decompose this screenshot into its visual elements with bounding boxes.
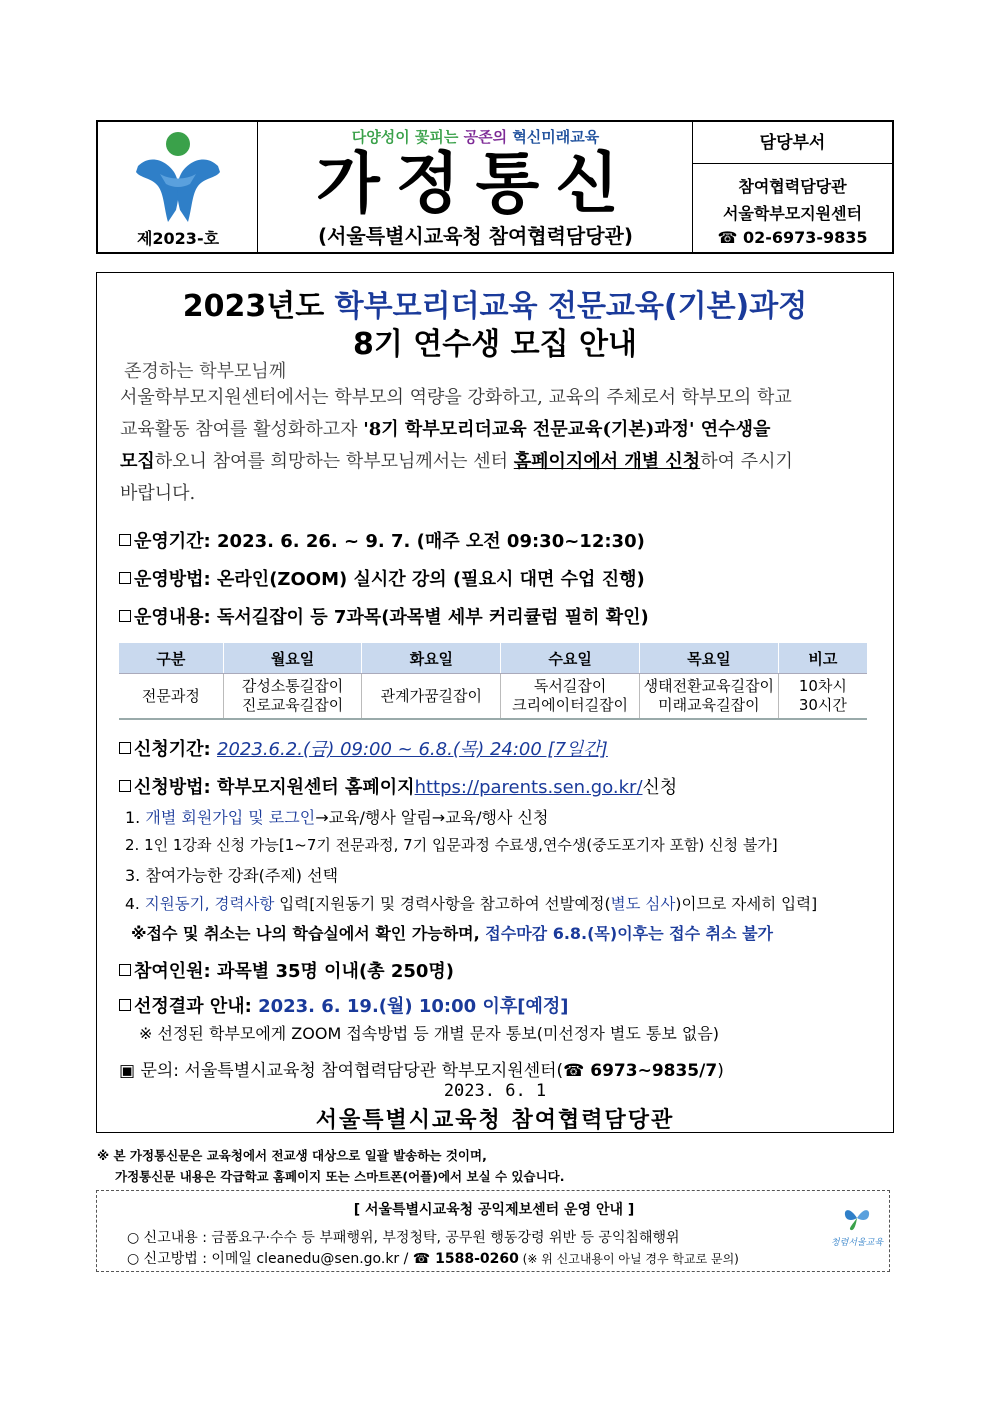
table-header: 수요일 [501, 643, 640, 674]
table-cell: 감성소통길잡이 진로교육길잡이 [223, 674, 362, 720]
page-subtitle: (서울특별시교육청 참여협력담당관) [317, 224, 634, 248]
selection-note: ※ 선정된 학부모에게 ZOOM 접속방법 등 개별 문자 통보(미선정자 별도 통보 없음) [139, 1024, 720, 1043]
notice-box [96, 272, 894, 1133]
whistleblower-box [96, 1190, 890, 1272]
department-phone: ☎ 02-6973-9835 [717, 228, 868, 247]
table-header: 구분 [119, 643, 223, 674]
checkbox-icon [119, 610, 131, 622]
body-line-4: 바랍니다. [120, 483, 196, 504]
page-title: 가정통신 [315, 145, 636, 222]
checkbox-icon [119, 534, 131, 546]
report-content: ○ 신고내용 : 금품요구·수수 등 부패행위, 부정청탁, 공무원 행동강령 위반 등 공익침해행위 [127, 1230, 680, 1246]
body-line-3: 모집하오니 참여를 희망하는 학부모님께서는 센터 홈페이지에서 개별 신청하여 주시기 [120, 451, 793, 472]
table-header: 비고 [778, 643, 867, 674]
center-name: 서울학부모지원센터 [722, 204, 863, 223]
checkbox-icon [119, 964, 131, 976]
table-cell: 10차시 30시간 [778, 674, 867, 720]
newsletter-header [96, 120, 894, 254]
report-method: ○ 신고방법 : 이메일 cleanedu@sen.go.kr / ☎ 1588-0260 (※ 위 신고내용이 아닐 경우 학교로 문의) [127, 1251, 739, 1267]
issue-number: 제2023-호 [136, 229, 220, 248]
issuer: 서울특별시교육청 참여협력담당관 [315, 1107, 675, 1133]
table-header: 화요일 [362, 643, 501, 674]
footer-note: ※ 본 가정통신문은 교육청에서 전교생 대상으로 일괄 발송하는 것이며, 가정통신문 내용은 각급학교 홈페이지 또는 스마트폰(어플)에서 보실 수 있습니다. [97, 1148, 565, 1184]
cancellation-note: ※접수 및 취소는 나의 학습실에서 확인 가능하며, 접수마감 6.8.(목)이후는 접수 취소 불가 [131, 924, 774, 943]
department-heading: 담당부서 [693, 122, 892, 164]
application-period: 신청기간: 2023.6.2.(금) 09:00 ~ 6.8.(목) 24:00 [7일간] [119, 735, 608, 761]
issue-date: 2023. 6. 1 [443, 1081, 547, 1101]
table-header: 목요일 [639, 643, 778, 674]
notice-title-line2: 8기 연수생 모집 안내 [352, 327, 638, 362]
operation-period: 운영기간: 2023. 6. 26. ~ 9. 7. (매주 오전 09:30~12:30) [119, 527, 645, 553]
inquiry: ▣ 문의: 서울특별시교육청 참여협력담당관 학부모지원센터(☎ 6973~9835/7) [119, 1061, 724, 1081]
seoul-education-logo-icon [130, 128, 226, 224]
operation-method: 운영방법: 온라인(ZOOM) 실시간 강의 (필요시 대면 수업 진행) [119, 565, 645, 591]
report-title: [ 서울특별시교육청 공익제보센터 운영 안내 ] [353, 1202, 635, 1218]
notice-title-line1: 2023년도 학부모리더교육 전문교육(기본)과정 [182, 289, 808, 324]
selection-result: 선정결과 안내: 2023. 6. 19.(월) 10:00 이후[예정] [119, 992, 568, 1018]
table-row [119, 674, 867, 720]
body-line-2: 교육활동 참여를 활성화하고자 '8기 학부모리더교육 전문교육(기본)과정' 연수생을 [120, 419, 771, 440]
table-cell: 전문과정 [119, 674, 223, 720]
table-cell: 관계가꿈길잡이 [362, 674, 501, 720]
table-header: 월요일 [223, 643, 362, 674]
application-url-link[interactable]: https://parents.sen.go.kr/ [414, 777, 643, 798]
operation-content: 운영내용: 독서길잡이 등 7과목(과목별 세부 커리큘럼 필히 확인) [119, 603, 649, 629]
department-name: 참여협력담당관 [738, 177, 847, 196]
schedule-table [119, 643, 867, 720]
slogan: 다양성이 꽃피는 공존의 혁신미래교육 [351, 128, 600, 146]
table-cell: 독서길잡이 크리에이터길잡이 [501, 674, 640, 720]
table-cell: 생태전환교육길잡이 미래교육길잡이 [639, 674, 778, 720]
body-line-1: 서울학부모지원센터에서는 학부모의 역량을 강화하고, 교육의 주체로서 학부모의 학교 [120, 387, 792, 408]
butterfly-icon [842, 1205, 872, 1231]
integrity-logo: 청렴서울교육 [827, 1205, 887, 1248]
checkbox-icon [119, 572, 131, 584]
greeting: 존경하는 학부모님께 [124, 361, 287, 382]
application-method: 신청방법: 학부모지원센터 홈페이지https://parents.sen.go.kr/신청 [119, 773, 677, 799]
checkbox-icon [119, 999, 131, 1011]
title-cell [258, 122, 693, 252]
logo-cell [98, 122, 258, 252]
step-2: 2. 1인 1강좌 신청 가능[1~7기 전문과정, 7기 입문과정 수료생,연수생(중도포기자 포함) 신청 불가] [125, 836, 778, 854]
step-4: 4. 지원동기, 경력사항 입력[지원동기 및 경력사항을 참고하여 선발예정(별도 심사)이므로 자세히 입력] [125, 895, 818, 913]
step-1: 1. 개별 회원가입 및 로그인→교육/행사 알림→교육/행사 신청 [125, 808, 549, 827]
checkbox-icon [119, 780, 131, 792]
capacity: 참여인원: 과목별 35명 이내(총 250명) [119, 957, 454, 983]
phone-icon: ☎ [717, 228, 743, 247]
checkbox-icon [119, 742, 131, 754]
department-cell [693, 122, 892, 252]
step-3: 3. 참여가능한 강좌(주제) 선택 [125, 866, 339, 885]
table-header-row [119, 643, 867, 674]
